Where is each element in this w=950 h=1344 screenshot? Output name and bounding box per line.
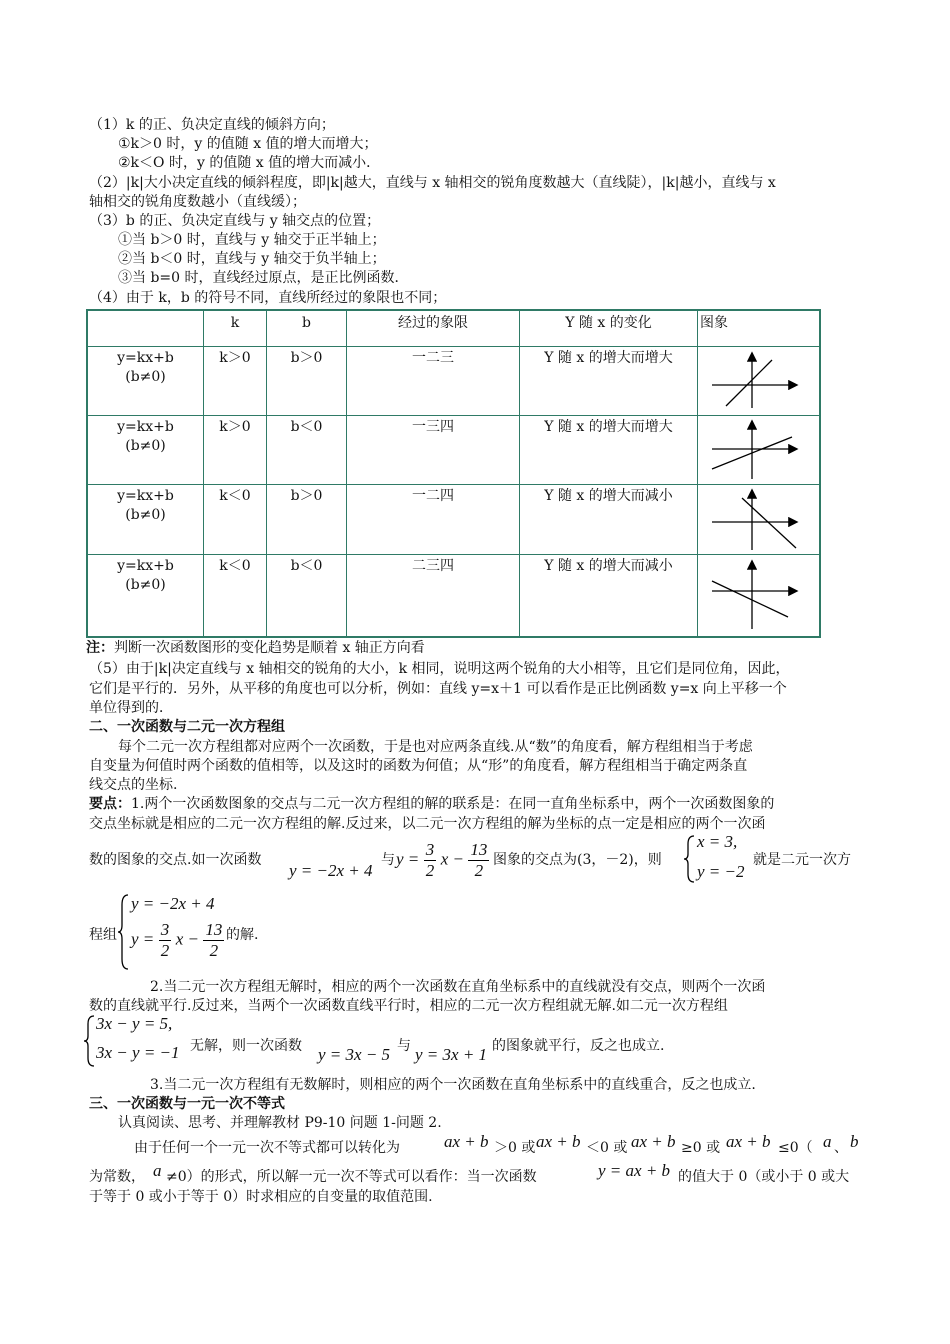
expr: ax + b bbox=[631, 1132, 676, 1151]
row1-func: y=kx+b (b≠0) bbox=[117, 350, 174, 385]
text-line: 数的图象的交点.如一次函数 bbox=[89, 852, 262, 868]
formula-y1: y = −2x + 4 bbox=[289, 861, 373, 880]
text-line: 它们是平行的．另外，从平移的角度也可以分析，例如：直线 y=x＋1 可以看作是正比例函数 y=x 向上平移一个 bbox=[89, 681, 787, 697]
row3-trend: Y 随 x 的增大而减小 bbox=[544, 488, 673, 504]
system-eq1: y = −2x + 4 bbox=[131, 894, 215, 913]
section-title: 三、一次函数与一元一次不等式 bbox=[89, 1096, 285, 1112]
text-line: 的图象就平行，反之也成立. bbox=[492, 1038, 665, 1054]
text-line: 于等于 0 或小于等于 0）时求相应的自变量的取值范围. bbox=[89, 1189, 433, 1205]
expr: ax + b bbox=[444, 1132, 489, 1151]
text-line: 线交点的坐标. bbox=[89, 777, 178, 793]
text-line: 的解. bbox=[226, 927, 259, 943]
properties-table bbox=[86, 309, 821, 638]
row4-trend: Y 随 x 的增大而减小 bbox=[544, 558, 673, 574]
header-trend: Y 随 x 的变化 bbox=[565, 315, 652, 331]
formula: y = ax + b bbox=[598, 1161, 671, 1180]
var-a: a bbox=[153, 1161, 162, 1180]
text-line: 2.当二元一次方程组无解时，相应的两个一次函数在直角坐标系中的直线就没有交点，则两个一次函 bbox=[150, 979, 766, 995]
row3-func: y=kx+b (b≠0) bbox=[117, 488, 174, 523]
graph-k-pos-b-neg-icon bbox=[708, 419, 808, 481]
expr: ax + b bbox=[536, 1132, 581, 1151]
text-line: （5）由于|k|决定直线与 x 轴相交的锐角的大小，k 相同，说明这两个锐角的大小相等，且它们是同位角，因此， bbox=[89, 661, 790, 677]
note: 注：判断一次函数图形的变化趋势是顺着 x 轴正方向看 bbox=[86, 640, 425, 656]
row1-trend: Y 随 x 的增大而增大 bbox=[544, 350, 673, 366]
text-line: ＜0 或 bbox=[586, 1140, 628, 1156]
formula-y2: y = 3x + 1 bbox=[415, 1045, 488, 1064]
system-eq1: 3x − y = 5, bbox=[96, 1014, 173, 1033]
text-line: ③当 b=0 时，直线经过原点，是正比例函数． bbox=[118, 270, 409, 286]
var-b: b bbox=[850, 1132, 859, 1151]
text-line: ≥0 或 bbox=[681, 1140, 721, 1156]
key-point: 要点：1.两个一次函数图象的交点与二元一次方程组的解的联系是：在同一直角坐标系中，两个一次函数图象的 bbox=[89, 796, 775, 812]
header-quadrants: 经过的象限 bbox=[398, 315, 468, 331]
row3-k: k＜0 bbox=[219, 488, 251, 504]
text-line: 数的直线就平行.反过来，当两个一次函数直线平行时，相应的二元一次方程组就无解.如二元一次方程组 bbox=[89, 998, 728, 1014]
text-line: 的值大于 0（或小于 0 或大 bbox=[678, 1169, 850, 1185]
row2-b: b＜0 bbox=[290, 419, 323, 435]
row1-k: k＞0 bbox=[219, 350, 251, 366]
formula-y1: y = 3x − 5 bbox=[318, 1045, 391, 1064]
text-line: 单位得到的． bbox=[89, 700, 173, 716]
system-eq1: x = 3, bbox=[697, 832, 738, 851]
text-line: 程组 bbox=[89, 927, 117, 943]
system-eq2: y = −2 bbox=[697, 862, 745, 881]
text-line: 轴相交的锐角度数越小（直线缓）； bbox=[89, 194, 306, 210]
row4-b: b＜0 bbox=[290, 558, 323, 574]
text-line: ≤0（ bbox=[778, 1140, 813, 1156]
text-line: （3）b 的正、负决定直线与 y 轴交点的位置； bbox=[89, 213, 381, 229]
header-b: b bbox=[302, 315, 311, 331]
text-line: 3.当二元一次方程组有无数解时，则相应的两个一次函数在直角坐标系中的直线重合，反之也成立. bbox=[150, 1077, 756, 1093]
text-line: 自变量为何值时两个函数的值相等，以及这时的函数为何值；从“形”的角度看，解方程组相当于确定两条直 bbox=[89, 758, 748, 774]
text-line: 认真阅读、思考、并理解教材 P9-10 问题 1-问题 2. bbox=[118, 1115, 442, 1131]
brace-icon bbox=[118, 893, 130, 971]
text-line: 与 bbox=[397, 1038, 411, 1054]
brace-icon bbox=[684, 834, 696, 884]
row2-quadrants: 一三四 bbox=[412, 419, 454, 435]
system-eq2: y = $\frac{3}{2}$ x − $\frac{13}{2}$ bbox=[131, 920, 223, 960]
text-line: （1）k 的正、负决定直线的倾斜方向； bbox=[89, 117, 335, 133]
text-line: 无解，则一次函数 bbox=[190, 1038, 302, 1054]
var-a: a bbox=[823, 1132, 832, 1151]
text-line: 与 bbox=[381, 852, 395, 868]
text-line: 为常数， bbox=[89, 1169, 145, 1185]
system-eq2: 3x − y = −1 bbox=[96, 1043, 180, 1062]
header-k: k bbox=[230, 315, 240, 331]
row1-b: b＞0 bbox=[290, 350, 323, 366]
row2-trend: Y 随 x 的增大而增大 bbox=[544, 419, 673, 435]
text-line: ①k＞0 时，y 的值随 x 值的增大而增大； bbox=[118, 136, 378, 152]
header-graph: 图象 bbox=[700, 315, 728, 331]
row2-k: k＞0 bbox=[219, 419, 251, 435]
text-line: 由于任何一个一元一次不等式都可以转化为 bbox=[134, 1140, 400, 1156]
text-line: ＞0 或 bbox=[494, 1140, 536, 1156]
brace-icon bbox=[84, 1014, 96, 1068]
text-line: 交点坐标就是相应的二元一次方程组的解.反过来，以二元一次方程组的解为坐标的点一定是相应的两个一次函 bbox=[89, 816, 766, 832]
section-title: 二、一次函数与二元一次方程组 bbox=[89, 719, 285, 735]
graph-k-pos-b-pos-icon bbox=[708, 350, 808, 410]
text-line: ②当 b＜0 时，直线与 y 轴交于负半轴上； bbox=[118, 251, 386, 267]
text-line: 图象的交点为(3，－2)，则 bbox=[493, 852, 662, 868]
graph-k-neg-b-pos-icon bbox=[708, 488, 808, 552]
text-line: ②k＜O 时，y 的值随 x 值的增大而减小． bbox=[118, 155, 381, 171]
row4-k: k＜0 bbox=[219, 558, 251, 574]
text-line: 就是二元一次方 bbox=[753, 852, 851, 868]
row1-quadrants: 一二三 bbox=[412, 350, 454, 366]
row4-quadrants: 二三四 bbox=[412, 558, 454, 574]
graph-k-neg-b-neg-icon bbox=[708, 559, 808, 631]
row3-b: b＞0 bbox=[290, 488, 323, 504]
text-line: （2）|k|大小决定直线的倾斜程度，即|k|越大，直线与 x 轴相交的锐角度数越大（直线陡），|k|越小，直线与 x bbox=[89, 175, 776, 191]
row4-func: y=kx+b (b≠0) bbox=[117, 558, 174, 593]
row3-quadrants: 一二四 bbox=[412, 488, 454, 504]
text-line: ①当 b＞0 时，直线与 y 轴交于正半轴上； bbox=[118, 232, 386, 248]
text-line: ≠0）的形式，所以解一元一次不等式可以看作：当一次函数 bbox=[166, 1169, 537, 1185]
text-line: 每个二元一次方程组都对应两个一次函数，于是也对应两条直线.从“数”的角度看，解方程组相当于考虑 bbox=[118, 739, 753, 755]
expr: ax + b bbox=[726, 1132, 771, 1151]
text-line: （4）由于 k，b 的符号不同，直线所经过的象限也不同； bbox=[89, 290, 447, 306]
formula-y2: y = $\frac{3}{2}$ x − $\frac{13}{2}$ bbox=[396, 840, 488, 880]
text-line: 、 bbox=[834, 1140, 848, 1156]
row2-func: y=kx+b (b≠0) bbox=[117, 419, 174, 454]
